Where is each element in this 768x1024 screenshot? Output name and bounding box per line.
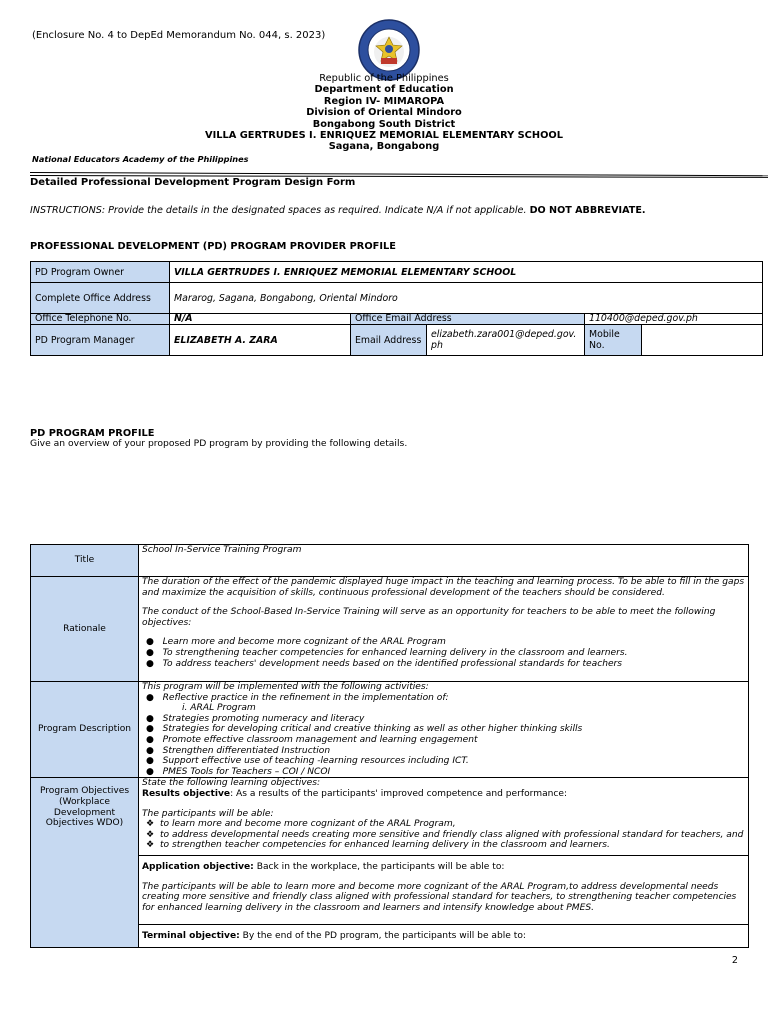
address-label: Complete Office Address xyxy=(31,283,170,314)
provider-profile-table xyxy=(30,261,763,356)
objectives-row xyxy=(31,778,749,948)
description-bullet: ● Strategies promoting numeracy and literacy xyxy=(146,713,365,724)
objectives-label: Program Objectives (Workplace Development Objectives WDO) xyxy=(31,778,139,948)
description-row xyxy=(31,682,749,778)
manager-row xyxy=(31,325,763,356)
page-number: 2 xyxy=(731,955,738,966)
manager-value: ELIZABETH A. ZARA xyxy=(170,325,351,356)
telephone-row xyxy=(31,314,763,325)
form-title: Detailed Professional Development Program Design Form xyxy=(30,177,356,188)
rationale-paragraph-1: The duration of the effect of the pandemic displayed huge impact in the teaching and learning process. To be able to fill in the gaps and maximize the acquisition of skills, continuous professional development of the teachers should be considered. xyxy=(142,577,745,598)
description-bullet: ● Support effective use of teaching -learning resources including ICT. xyxy=(146,756,469,767)
school-line: VILLA GERTRUDES I. ENRIQUEZ MEMORIAL ELEMENTARY SCHOOL xyxy=(205,130,563,142)
program-profile-heading: PD PROGRAM PROFILE xyxy=(30,428,155,439)
provider-profile-heading: PROFESSIONAL DEVELOPMENT (PD) PROGRAM PROVIDER PROFILE xyxy=(30,241,396,252)
telephone-value: N/A xyxy=(170,314,351,325)
application-label: Application objective: xyxy=(142,861,254,872)
telephone-label: Office Telephone No. xyxy=(31,314,170,325)
terminal-objective xyxy=(142,931,745,942)
instructions-emphasis: DO NOT ABBREVIATE. xyxy=(529,205,646,216)
address-row xyxy=(31,283,763,314)
letterhead xyxy=(0,73,768,153)
republic-line: Republic of the Philippines xyxy=(319,73,449,84)
office-email-value: 110400@deped.gov.ph xyxy=(585,314,763,325)
description-bullet: ● Strategies for developing critical and creative thinking as well as other higher thinking skills xyxy=(146,724,583,735)
region-line: Region IV- MIMAROPA xyxy=(323,95,445,107)
district-line: Bongabong South District xyxy=(312,118,456,130)
title-value: School In-Service Training Program xyxy=(139,545,749,577)
objectives-content xyxy=(139,778,749,948)
description-bullet: ● Strengthen differentiated Instruction xyxy=(146,745,331,756)
results-item: ❖ to address developmental needs creating more sensitive and friendly class aligned with professional standard for teachers, and xyxy=(146,829,744,840)
owner-value: VILLA GERTRUDES I. ENRIQUEZ MEMORIAL ELEMENTARY SCHOOL xyxy=(170,262,763,283)
description-bullet: ● Reflective practice in the refinement in the implementation of: xyxy=(146,692,449,703)
results-text: : As a results of the participants' improved competence and performance: xyxy=(230,788,568,799)
department-line: Department of Education xyxy=(314,84,454,96)
neap-label: National Educators Academy of the Philippines xyxy=(32,154,249,164)
application-body: The participants will be able to learn more and become more cognizant of the ARAL Program,to address developmental needs creating more sensitive and friendly class aligned with professional standard for teachers, to strengthening teacher competencies for enhanced learning delivery in the classroom and learners and intensify knowledge about PMES. xyxy=(142,881,737,913)
objectives-intro: State the following learning objectives: xyxy=(142,778,321,789)
owner-label: PD Program Owner xyxy=(31,262,170,283)
description-content xyxy=(139,682,749,778)
mobile-value xyxy=(642,325,763,356)
address-value: Mararog, Sagana, Bongabong, Oriental Mindoro xyxy=(170,283,763,314)
division-line: Division of Oriental Mindoro xyxy=(306,107,462,119)
description-bullet: ● PMES Tools for Teachers – COI / NCOI xyxy=(146,766,331,777)
description-sub-item: i. ARAL Program xyxy=(182,703,256,714)
email-label: Email Address xyxy=(351,325,427,356)
results-item: ❖ to strengthen teacher competencies for enhanced learning delivery in the classroom and learners. xyxy=(146,840,610,851)
results-label: Results objective xyxy=(142,788,231,799)
enclosure-note: (Enclosure No. 4 to DepEd Memorandum No. 044, s. 2023) xyxy=(32,30,326,41)
office-email-label: Office Email Address xyxy=(351,314,585,325)
application-objective xyxy=(142,862,745,873)
description-bullet: ● Promote effective classroom management and learning engagement xyxy=(146,734,478,745)
mobile-label: Mobile No. xyxy=(585,325,642,356)
results-objective xyxy=(142,789,745,800)
rationale-bullet: ● Learn more and become more cognizant of the ARAL Program xyxy=(146,637,446,648)
owner-row xyxy=(31,262,763,283)
title-row xyxy=(31,545,749,577)
results-item: ❖ to learn more and become more cognizant of the ARAL Program, xyxy=(146,819,456,830)
terminal-text: By the end of the PD program, the participants will be able to: xyxy=(239,931,526,942)
instructions-text: INSTRUCTIONS: Provide the details in the designated spaces as required. Indicate N/A if not applicable. xyxy=(30,205,527,216)
application-text: Back in the workplace, the participants will be able to: xyxy=(253,861,505,872)
description-intro: This program will be implemented with the following activities: xyxy=(142,682,429,692)
program-profile-table xyxy=(30,544,749,948)
rationale-paragraph-2: The conduct of the School-Based In-Service Training will serve as an opportunity for teachers to be able to meet the following objectives: xyxy=(142,607,716,628)
description-label: Program Description xyxy=(31,682,139,778)
rationale-bullet: ● To address teachers' development needs based on the identified professional standards for teachers xyxy=(146,658,623,669)
terminal-label: Terminal objective: xyxy=(142,931,240,942)
participants-able: The participants will be able: xyxy=(142,808,274,819)
program-profile-subtext: Give an overview of your proposed PD program by providing the following details. xyxy=(30,438,408,449)
rationale-bullet: ● To strengthening teacher competencies for enhanced learning delivery in the classroom and learners. xyxy=(146,647,628,658)
school-address-line: Sagana, Bongabong xyxy=(328,141,440,153)
title-label: Title xyxy=(31,545,139,577)
email-value: elizabeth.zara001@deped.gov.ph xyxy=(427,325,585,356)
instructions xyxy=(30,205,646,216)
rationale-content xyxy=(139,577,749,682)
rationale-row xyxy=(31,577,749,682)
manager-label: PD Program Manager xyxy=(31,325,170,356)
rationale-label: Rationale xyxy=(31,577,139,682)
